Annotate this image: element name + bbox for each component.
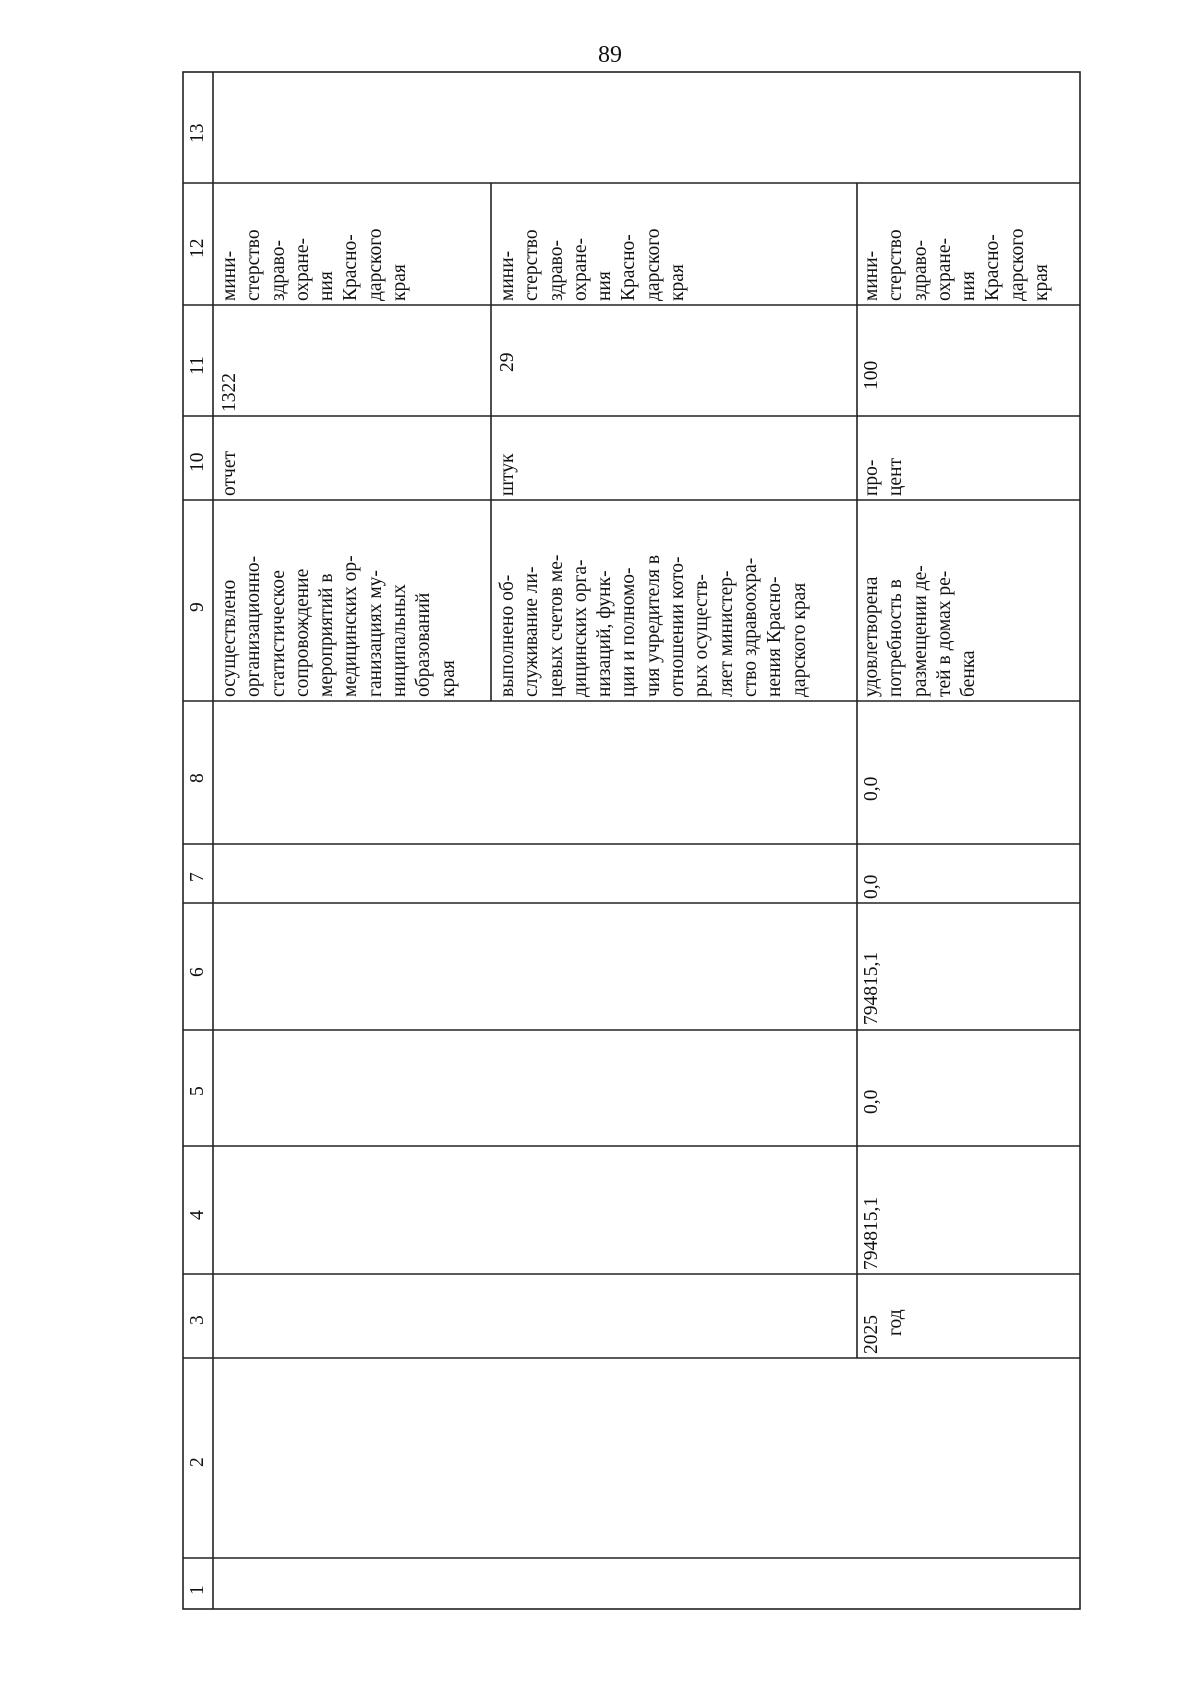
- column-number: 7: [187, 872, 208, 882]
- row3-col8-value: 0,0: [861, 776, 882, 801]
- row3-value: 100: [861, 360, 882, 390]
- column-number: 11: [187, 356, 208, 375]
- row3-col5-value: 0,0: [861, 1089, 882, 1114]
- row3-year: 2025 год: [861, 1309, 907, 1354]
- column-number: 1: [187, 1585, 208, 1595]
- column-number: 13: [187, 123, 208, 143]
- column-number: 12: [187, 238, 208, 258]
- row2-measure-name: выполнено об- служивание ли- цевых счетов ме- дицинских орга- низаций, функ- ции и полномо- чия учредителя в отношении кото- рых осуществ- ляет министер- ство здравоохра- нения Красно- дарского края: [497, 554, 810, 697]
- row3-measure-name: удовлетворена потребность в размещении де- тей в домах ре- бенка: [861, 565, 980, 697]
- row3-unit: про- цент: [861, 457, 907, 496]
- row1-measure-name: осуществлено организационно- статистическое сопровождение мероприятий в медицинских ор- ганизациях му- ниципальных образований края: [219, 555, 459, 697]
- row1-value: 1322: [219, 373, 240, 412]
- row1-executor: мини- стерство здраво- охране- ния Красно- дарского края: [219, 228, 411, 301]
- column-number: 3: [187, 1315, 208, 1325]
- table-border: [183, 72, 1080, 1609]
- row3-col4-value: 794815,1: [861, 1196, 882, 1270]
- column-number: 9: [187, 602, 208, 612]
- column-number: 10: [187, 452, 208, 472]
- row2-unit: штук: [497, 453, 518, 496]
- column-number: 6: [187, 967, 208, 977]
- column-number: 4: [187, 1210, 208, 1220]
- row2-executor: мини- стерство здраво- охране- ния Красно- дарского края: [497, 228, 689, 301]
- column-number: 8: [187, 773, 208, 783]
- page-number: 89: [598, 42, 622, 68]
- row3-col7-value: 0,0: [861, 874, 882, 899]
- row2-value: 29: [497, 352, 518, 372]
- column-number: 5: [187, 1086, 208, 1096]
- row3-col6-value: 794815,1: [861, 951, 882, 1025]
- row3-executor: мини- стерство здраво- охране- ния Красно- дарского края: [861, 228, 1053, 301]
- row1-unit: отчет: [219, 451, 240, 496]
- column-number: 2: [187, 1457, 208, 1467]
